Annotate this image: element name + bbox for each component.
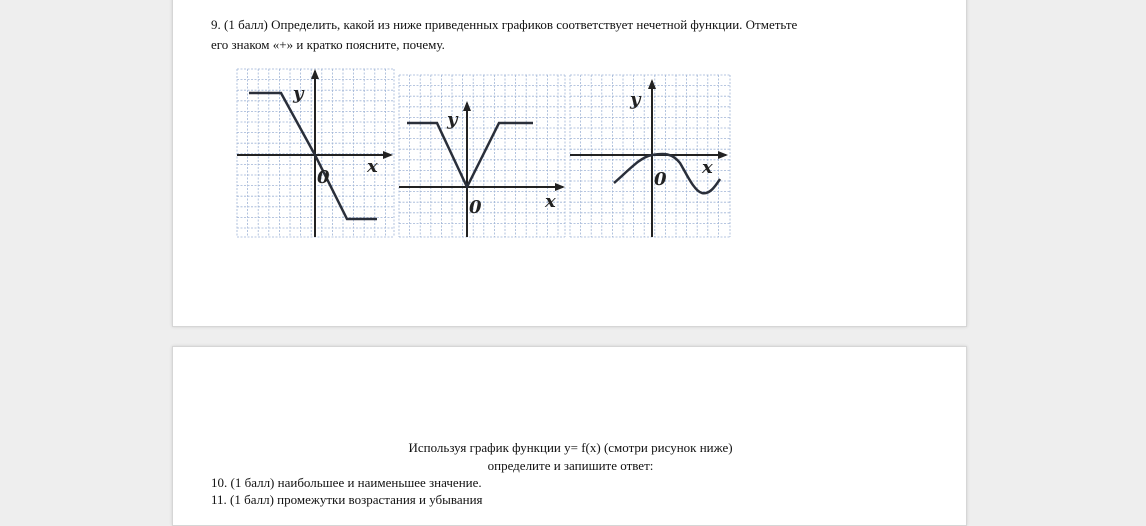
- x-axis-arrow: [718, 151, 728, 159]
- x-axis-arrow: [555, 183, 565, 191]
- document-page-1: [172, 0, 967, 327]
- y-axis-arrow: [463, 101, 471, 111]
- origin-label: 0: [654, 169, 667, 190]
- x-axis-label: x: [545, 191, 556, 212]
- question-10-text: 10. (1 балл) наибольшее и наименьшее значение.: [211, 475, 482, 490]
- y-axis-label: y: [293, 83, 304, 104]
- question-9-line-2: его знаком «+» и кратко поясните, почему.: [211, 37, 445, 52]
- y-axis-label: y: [630, 89, 641, 110]
- y-axis-arrow: [311, 69, 319, 79]
- function-curve: [407, 123, 533, 187]
- origin-label: 0: [469, 197, 482, 218]
- question-9-line-1: 9. (1 балл) Определить, какой из ниже приведенных графиков соответствует нечетной функции. Отметьте: [211, 17, 798, 32]
- instruction-line-2: определите и запишите ответ:: [487, 458, 654, 473]
- question-9-text: [211, 15, 931, 55]
- y-axis-label: y: [447, 109, 458, 130]
- x-axis-label: x: [367, 156, 378, 177]
- origin-label: 0: [317, 167, 330, 188]
- graph-3-wave: [568, 73, 734, 239]
- graph-1-odd-piecewise: [235, 67, 395, 239]
- x-axis-label: x: [702, 157, 713, 178]
- document-page-2: [172, 346, 967, 526]
- instruction-line-1: Используя график функции y= f(x) (смотри рисунок ниже): [408, 440, 733, 455]
- graph-2-even-v-shape: [397, 73, 567, 239]
- x-axis-arrow: [383, 151, 393, 159]
- question-11-text: 11. (1 балл) промежутки возрастания и убывания: [211, 492, 483, 507]
